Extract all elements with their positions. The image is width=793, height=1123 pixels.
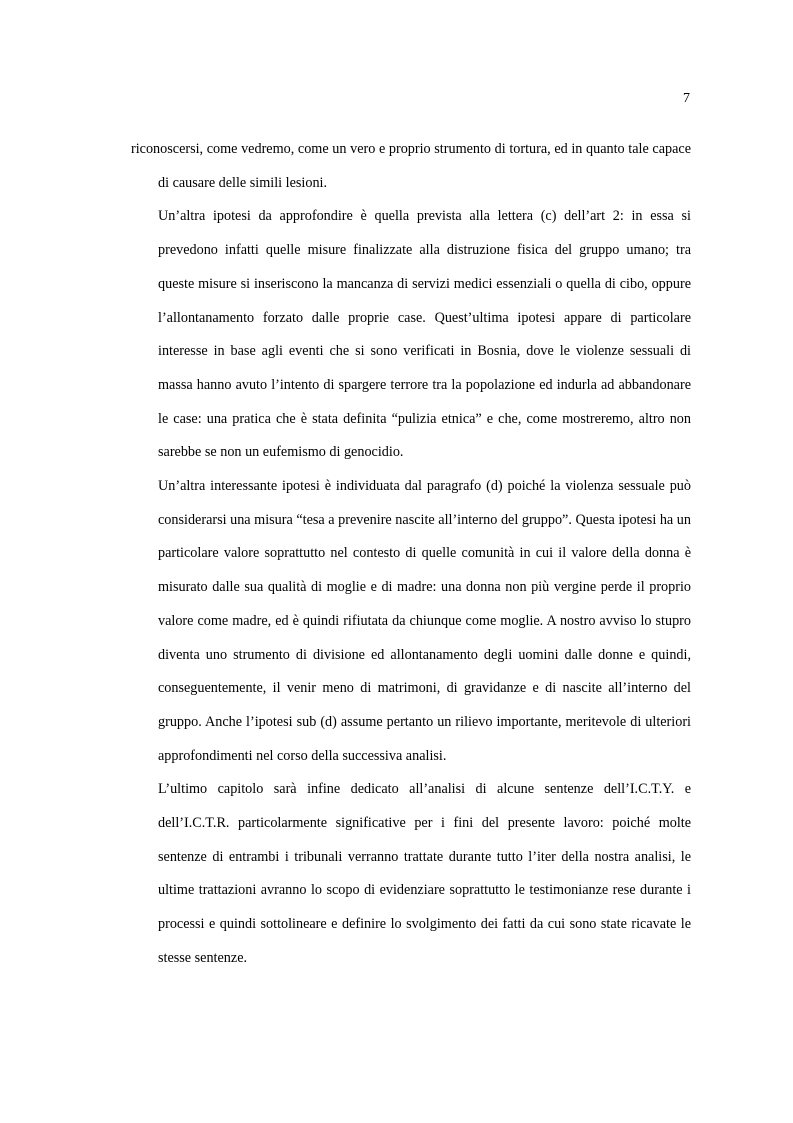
page-number: 7 bbox=[683, 91, 690, 106]
paragraph-letter-d: Un’altra interessante ipotesi è individuata dal paragrafo (d) poiché la violenza sessuale può considerarsi una misura “tesa a prevenire nascite all’interno del gruppo”. Questa ipotesi ha un particolare valore soprattutto nel contesto di quelle comunità in cui il valore della donna è misurato dalle sua qualità di moglie e di madre: una donna non più vergine perde il proprio valore come madre, ed è quindi rifiutata da chiunque come moglie. A nostro avviso lo stupro diventa uno strumento di divisione ed allontanamento degli uomini dalle donne e quindi, conseguentemente, il venir meno di matrimoni, di gravidanze e di nascite all’interno del gruppo. Anche l’ipotesi sub (d) assume pertanto un rilievo importante, meritevole di ulteriori approfondimenti nel corso della successiva analisi. bbox=[158, 478, 691, 764]
paragraph-art2-letter-c: Un’altra ipotesi da approfondire è quella prevista alla lettera (c) dell’art 2: in essa si prevedono infatti quelle misure finalizzate alla distruzione fisica del gruppo umano; tra queste misure si inseriscono la mancanza di servizi medici essenziali o quella di cibo, oppure l’allontanamento forzato dalle proprie case. Quest’ultima ipotesi appare di particolare interesse in base agli eventi che si sono verificati in Bosnia, dove le violenze sessuali di massa hanno avuto l’intento di spargere terrore tra la popolazione ed indurla ad abbandonare le case: una pratica che è stata definita “pulizia etnica” e che, come mostreremo, altro non sarebbe se non un eufemismo di genocidio. bbox=[158, 208, 691, 461]
paragraph-continuation: riconoscersi, come vedremo, come un vero e proprio strumento di tortura, ed in quanto tale capace di causare delle simili lesioni. bbox=[131, 141, 691, 191]
paragraph-last-chapter: L’ultimo capitolo sarà infine dedicato all’analisi di alcune sentenze dell’I.C.T.Y. e dell’I.C.T.R. particolarmente significative per i fini del presente lavoro: poiché molte sentenze di entrambi i tribunali verranno trattate durante tutto l’iter della nostra analisi, le ultime trattazioni avranno lo scopo di evidenziare soprattutto le testimonianze rese durante i processi e quindi sottolineare e definire lo svolgimento dei fatti da cui sono state ricavate le stesse sentenze. bbox=[158, 781, 691, 966]
body-text bbox=[131, 133, 691, 976]
